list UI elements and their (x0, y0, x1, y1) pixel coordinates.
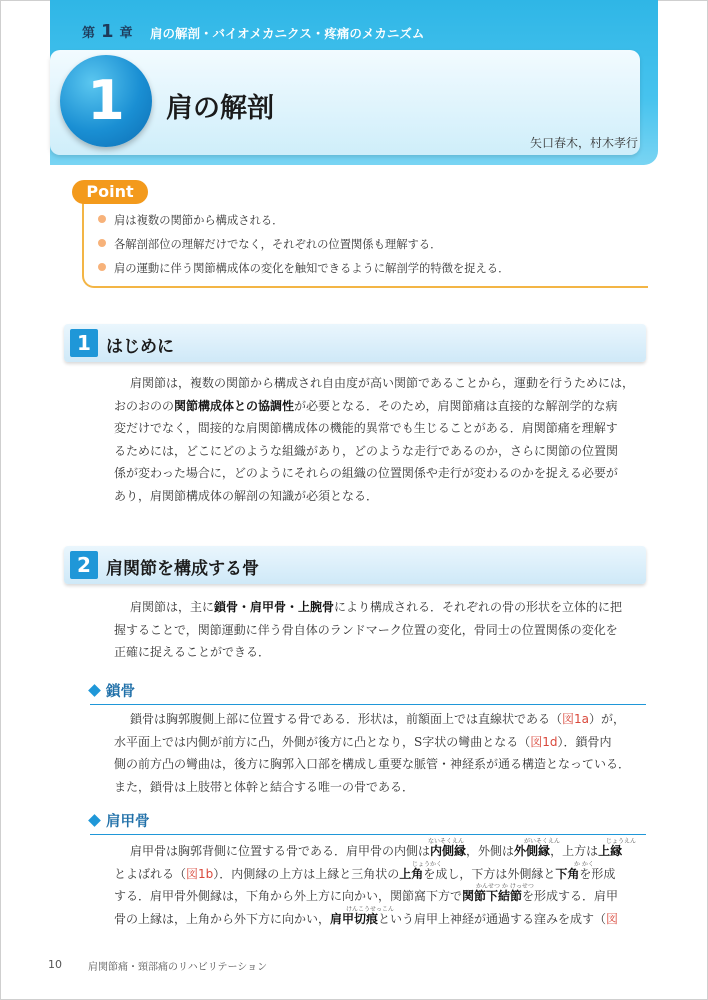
subheading-clavicle: 鎖骨 (90, 680, 646, 705)
figure-ref[interactable]: 図1b (186, 866, 214, 881)
chapter-bar (50, 18, 658, 44)
figure-ref[interactable]: 図1d (530, 734, 558, 749)
bones-paragraph: 肩関節は，主に鎖骨・肩甲骨・上腕骨により構成される．それぞれの骨の形状を立体的に把 握することで，関節運動に伴う骨自体のランドマーク位置の変化，骨同士の位置関係の変化を 正確に捉えることができる． (114, 600, 623, 659)
figure-ref[interactable]: 図 (606, 911, 619, 926)
ruby-text: ないそくえん (428, 838, 465, 845)
ruby-text: じょうえん (606, 838, 637, 845)
ruby-text: じょうかく (412, 861, 443, 868)
section-number: 2 (70, 551, 98, 579)
diamond-icon (88, 684, 101, 697)
point-item: 肩は複数の関節から構成される． (98, 212, 283, 228)
section-heading-bones (64, 546, 646, 584)
section-title: はじめに (106, 337, 174, 357)
introduction-paragraph: 肩関節は，複数の関節から構成され自由度が高い関節であることから，運動を行うためには， おのおのの関節構成体との協調性が必要となる．そのため，肩関節痛は直接的な解剖学的な病 変だけでなく，間接的な肩関節構成体の機能的異常でも生じることがある．肩関節痛を理解す るためには，どこにどのような組織があり，どのような走行であるのか，さらに関節の位置関 係が変わった場合に，どのようにそれらの組織の位置関係や走行が変わるのかを捉える必要が あり，肩関節構成体の解剖の知識が必須となる． (114, 376, 635, 503)
bullet-dot-icon (98, 263, 106, 271)
figure-ref[interactable]: 図1a (562, 712, 590, 726)
article-number: 1 (87, 69, 125, 132)
ruby-text: がいそくえん (524, 838, 561, 845)
point-badge: Point (72, 180, 148, 204)
ruby-text: けんこうせっこん (346, 906, 394, 913)
section-heading-introduction (64, 324, 646, 362)
section-title: 肩関節を構成する骨 (106, 559, 259, 579)
authors: 矢口春木，村木孝行 (529, 136, 638, 150)
bullet-dot-icon (98, 215, 106, 223)
clavicle-paragraph: 鎖骨は胸郭腹側上部に位置する骨である．形状は，前額面上では直線状である（図1a）が， 水平面上では内側が前方に凸，外側が後方に凸となり，S字状の彎曲となる（図1d）．鎖骨内 側の前方凸の彎曲は，後方に胸郭入口部を構成し重要な脈管・神経系が通る構造となっている． また，鎖骨は上肢帯と体幹と結合する唯一の骨である． (114, 712, 631, 794)
bullet-dot-icon (98, 239, 106, 247)
point-item: 各解剖部位の理解だけでなく，それぞれの位置関係も理解する． (98, 236, 441, 252)
subheading-scapula: 肩甲骨 (90, 810, 646, 835)
diamond-icon (88, 814, 101, 827)
ruby-text: かんせつ か けっせつ (476, 883, 534, 890)
chapter-title: 肩の解剖・バイオメカニクス・疼痛のメカニズム (150, 26, 425, 41)
page-number: 10 (48, 958, 62, 971)
scapula-paragraph: 肩甲骨は胸郭背側に位置する骨である．肩甲骨の内側は内側縁，外側は外側縁，上方は上縁 とよばれる（図1b）．内側縁の上方は上縁と三角状の上角を成し，下方は外側縁と下角を形成 する．肩甲骨外側縁は，下角から外上方に向かい，関節窩下方で関節下結節を形成する．肩甲 骨の上縁は，上角から外下方に向かい，肩甲切痕という肩甲上神経が通過する窪みを成す（図 (114, 844, 623, 926)
ruby-text: か かく (574, 861, 594, 868)
footer-book-title: 肩関節痛・頸部痛のリハビリテーション (88, 962, 268, 973)
chapter-label: 第 1 章 (82, 21, 133, 42)
section-number: 1 (70, 329, 98, 357)
point-item: 肩の運動に伴う関節構成体の変化を触知できるように解剖学的特徴を捉える． (98, 260, 509, 276)
article-number-circle (60, 55, 152, 147)
article-title: 肩の解剖 (166, 93, 274, 124)
